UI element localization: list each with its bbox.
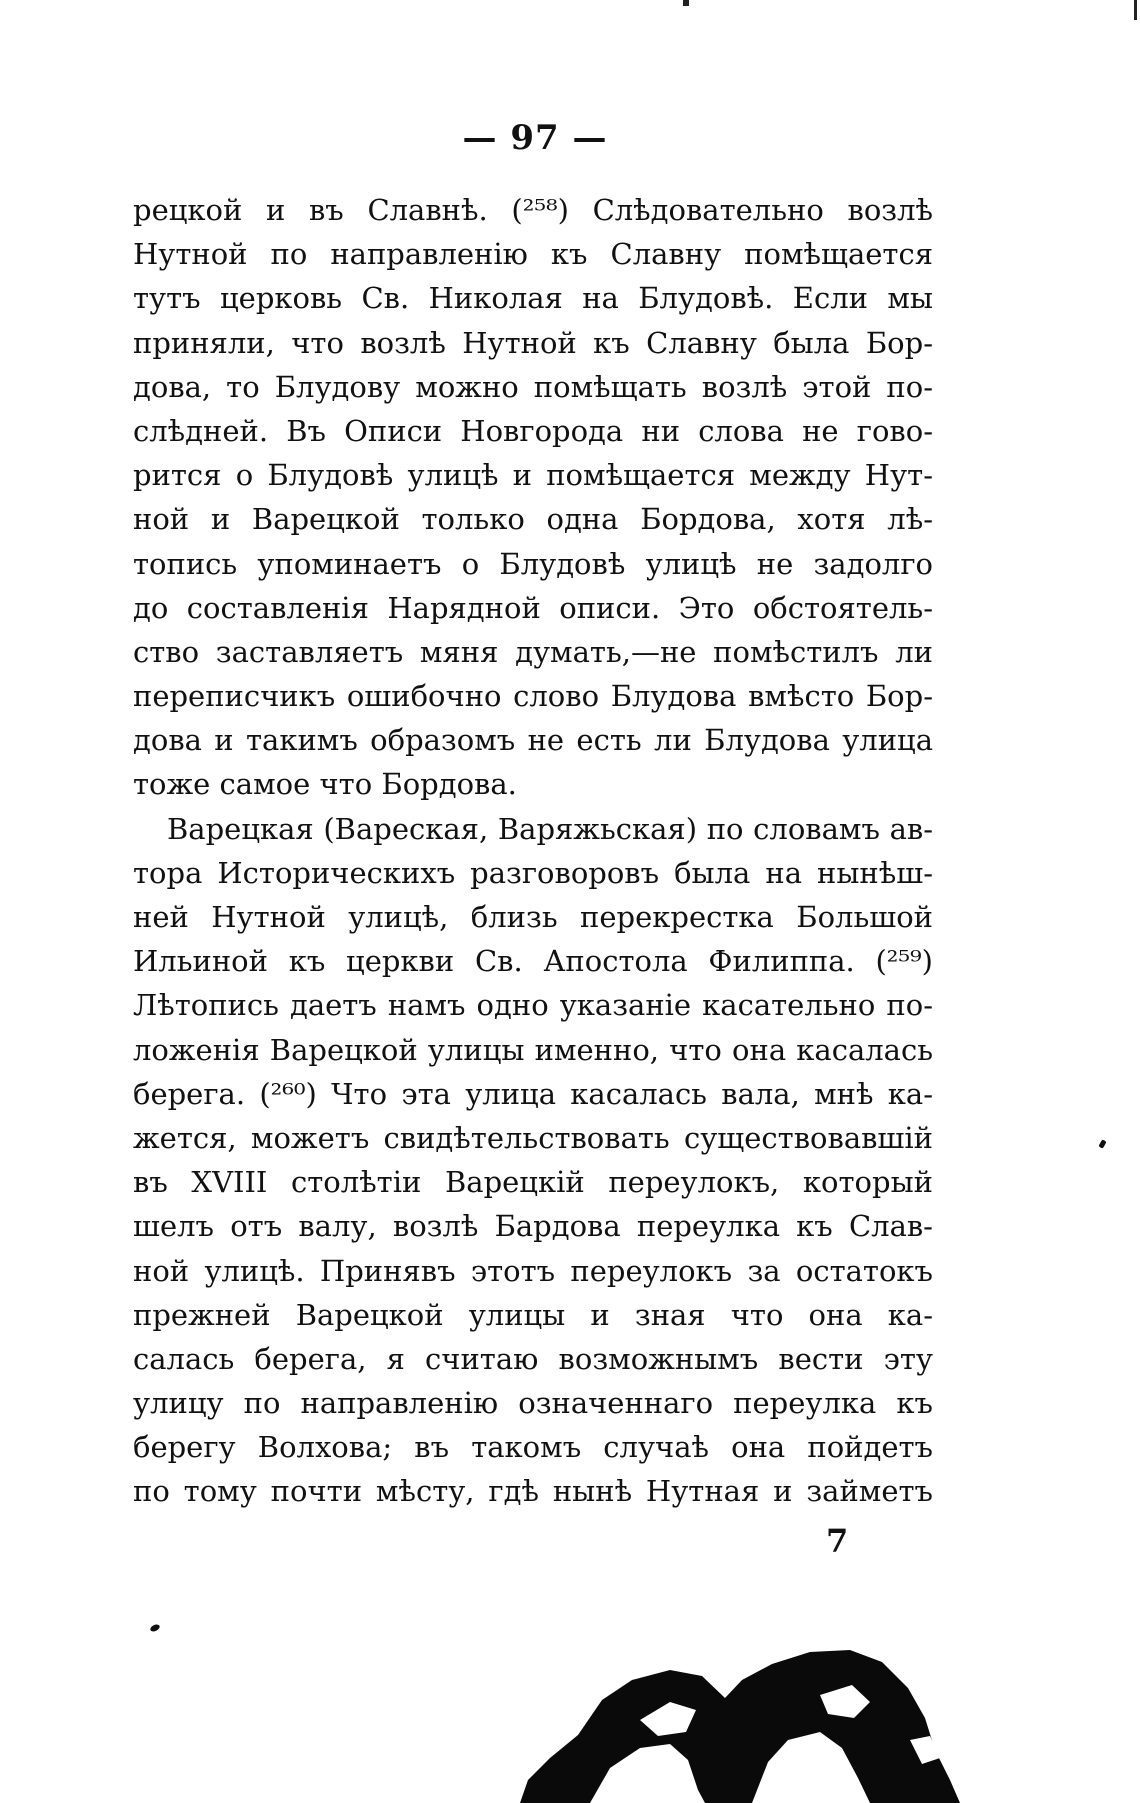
text-line: берега. (²⁶⁰) Что эта улица касалась вала, мнѣ ка-	[133, 1076, 933, 1111]
text-line: берегу Волхова; въ такомъ случаѣ она пойдетъ	[133, 1430, 933, 1465]
text-line: переписчикъ ошибочно слово Блудова вмѣсто Бор-	[133, 679, 933, 714]
signature-mark: 7	[826, 1522, 849, 1560]
text-line: тора Историческихъ разговоровъ была на нынѣш-	[133, 855, 933, 890]
page-edge-mark	[1134, 0, 1137, 20]
paragraph-end-line: тоже самое что Бордова.	[133, 767, 517, 802]
body-text	[133, 188, 933, 1514]
text-line: Лѣтопись даетъ намъ одно указаніе касательно по-	[133, 988, 933, 1023]
text-line: топись упоминаетъ о Блудовѣ улицѣ не задолго	[133, 546, 933, 581]
text-line: Нутной по направленію къ Славну помѣщается	[133, 237, 933, 272]
ink-speck	[149, 1623, 161, 1633]
text-line: тутъ церковь Св. Николая на Блудовѣ. Если мы	[133, 281, 933, 316]
text-line: рится о Блудовѣ улицѣ и помѣщается между Нут-	[133, 458, 933, 493]
ink-speck	[683, 0, 689, 6]
ink-blot-image	[520, 1640, 960, 1803]
text-line: дова, то Блудову можно помѣщать возлѣ этой по-	[133, 369, 933, 404]
text-line: приняли, что возлѣ Нутной къ Славну была Бор-	[133, 325, 933, 360]
text-line: слѣдней. Въ Описи Новгорода ни слова не гово-	[133, 413, 933, 448]
text-line: по тому почти мѣсту, гдѣ нынѣ Нутная и займетъ	[133, 1474, 933, 1509]
text-line: Ильиной къ церкви Св. Апостола Филиппа. (²⁵⁹)	[133, 944, 933, 979]
page-number: — 97 —	[462, 118, 608, 158]
ink-speck	[1098, 1139, 1106, 1148]
text-line: дова и такимъ образомъ не есть ли Блудова улица	[133, 723, 933, 758]
text-line: ной и Варецкой только одна Бордова, хотя лѣ-	[133, 502, 933, 537]
text-line: жется, можетъ свидѣтельствовать существовавшій	[133, 1120, 933, 1155]
paragraph-start-line: Варецкая (Вареская, Варяжьская) по словамъ ав-	[167, 811, 933, 846]
text-line: шелъ отъ валу, возлѣ Бардова переулка къ Слав-	[133, 1209, 933, 1244]
text-line: рецкой и въ Славнѣ. (²⁵⁸) Слѣдовательно возлѣ	[133, 193, 933, 227]
text-line: ной улицѣ. Принявъ этотъ переулокъ за остатокъ	[133, 1253, 933, 1288]
text-line: до составленія Нарядной описи. Это обстоятель-	[133, 590, 933, 625]
text-line: въ XVIII столѣтіи Варецкій переулокъ, который	[133, 1165, 933, 1200]
text-line: салась берега, я считаю возможнымъ вести эту	[133, 1341, 933, 1376]
text-line: ней Нутной улицѣ, близь перекрестка Большой	[133, 900, 933, 934]
text-line: ство заставляетъ мяня думать,—не помѣстилъ ли	[133, 634, 933, 669]
text-line: ложенія Варецкой улицы именно, что она касалась	[133, 1032, 933, 1067]
text-line: улицу по направленію означеннаго переулка къ	[133, 1386, 933, 1421]
text-line: прежней Варецкой улицы и зная что она ка-	[133, 1297, 933, 1332]
